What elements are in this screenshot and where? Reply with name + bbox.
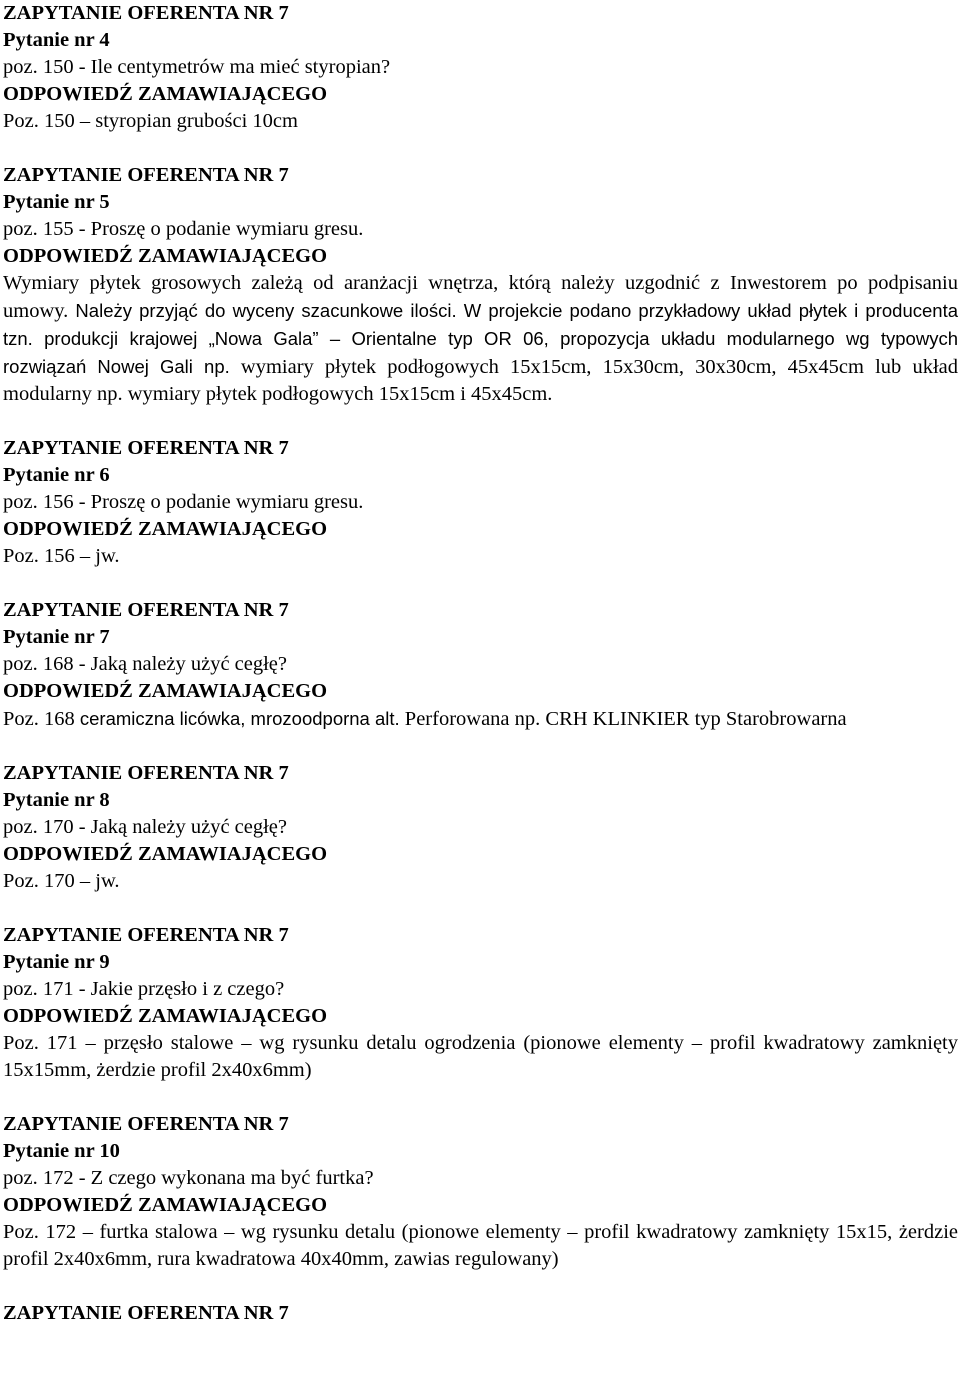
answer-header: ODPOWIEDŹ ZAMAWIAJĄCEGO: [3, 1194, 328, 1216]
question-text: poz. 170 - Jaką należy użyć cegłę?: [3, 816, 288, 838]
qa-section-8: [3, 760, 958, 895]
answer-part: Poz. 168: [3, 708, 75, 730]
answer-part: Perforowana np. CRH KLINKIER typ Starobrowarna: [399, 708, 847, 730]
qa-section-9: [3, 922, 958, 1084]
answer-part: ceramiczna licówka, mrozoodporna alt.: [74, 708, 400, 729]
question-text: poz. 156 - Proszę o podanie wymiaru gresu.: [3, 491, 364, 513]
question-number: Pytanie nr 8: [3, 789, 110, 811]
spacer: [3, 408, 958, 435]
question-number: Pytanie nr 10: [3, 1140, 120, 1162]
answer-paragraph: Poz. 171 – przęsło stalowe – wg rysunku detalu ogrodzenia (pionowe elementy – profil kwadratowy zamknięty 15x15mm, żerdzie profil 2x40x6mm): [3, 1032, 958, 1081]
answer-text: Poz. 156 – jw.: [3, 545, 120, 567]
answer-header: ODPOWIEDŹ ZAMAWIAJĄCEGO: [3, 518, 328, 540]
answer-text: Poz. 170 – jw.: [3, 870, 120, 892]
question-text: poz. 171 - Jakie przęsło i z czego?: [3, 978, 285, 1000]
section-header: ZAPYTANIE OFERENTA NR 7: [3, 762, 289, 784]
section-header: ZAPYTANIE OFERENTA NR 7: [3, 2, 289, 24]
question-number: Pytanie nr 4: [3, 29, 110, 51]
qa-section-10: [3, 1111, 958, 1273]
qa-section-6: [3, 435, 958, 570]
qa-section-7: [3, 597, 958, 733]
answer-header: ODPOWIEDŹ ZAMAWIAJĄCEGO: [3, 843, 328, 865]
question-number: Pytanie nr 9: [3, 951, 110, 973]
answer-part: Wymiary płytek grosowych zależą od aranżacji wnętrza, którą należy uzgodnić z Inwestorem po podpisaniu umowy.: [3, 272, 958, 322]
question-text: poz. 168 - Jaką należy użyć cegłę?: [3, 653, 288, 675]
spacer: [3, 895, 958, 922]
question-text: poz. 150 - Ile centymetrów ma mieć styropian?: [3, 56, 391, 78]
question-text: poz. 172 - Z czego wykonana ma być furtka?: [3, 1167, 374, 1189]
spacer: [3, 733, 958, 760]
section-header: ZAPYTANIE OFERENTA NR 7: [3, 437, 289, 459]
spacer: [3, 1273, 958, 1300]
spacer: [3, 1084, 958, 1111]
qa-section-4: [3, 0, 958, 135]
answer-part: wymiary płytek podłogowych 15x15cm, 15x30cm, 30x30cm, 45x45cm lub układ modularny np. wymiary płytek podłogowych 15x15cm i 45x45cm.: [3, 356, 958, 405]
question-number: Pytanie nr 6: [3, 464, 110, 486]
answer-header: ODPOWIEDŹ ZAMAWIAJĄCEGO: [3, 1005, 328, 1027]
question-number: Pytanie nr 5: [3, 191, 110, 213]
answer-part: produkcji krajowej „Nowa Gala” – Orientalne typ OR 06, propozycja układu modularnego wg typowych rozwiązań Nowej Gali np.: [3, 328, 958, 377]
answer-paragraph: [3, 705, 958, 733]
answer-text: Poz. 150 – styropian grubości 10cm: [3, 110, 298, 132]
answer-header: ODPOWIEDŹ ZAMAWIAJĄCEGO: [3, 680, 328, 702]
section-header: ZAPYTANIE OFERENTA NR 7: [3, 164, 289, 186]
qa-section-5: [3, 162, 958, 408]
section-header: ZAPYTANIE OFERENTA NR 7: [3, 924, 289, 946]
answer-paragraph: Poz. 172 – furtka stalowa – wg rysunku detalu (pionowe elementy – profil kwadratowy zamknięty 15x15, żerdzie profil 2x40x6mm, rura kwadratowa 40x40mm, zawias regulowany): [3, 1221, 958, 1270]
section-header-trailing: ZAPYTANIE OFERENTA NR 7: [3, 1302, 289, 1324]
document-page: [3, 0, 958, 1327]
answer-part: Należy przyjąć do wyceny szacunkowe ilości.: [68, 300, 457, 321]
answer-part: W projekcie podano przykładowy układ płytek i producenta tzn.: [3, 300, 958, 349]
section-header: ZAPYTANIE OFERENTA NR 7: [3, 599, 289, 621]
spacer: [3, 570, 958, 597]
section-header: ZAPYTANIE OFERENTA NR 7: [3, 1113, 289, 1135]
question-number: Pytanie nr 7: [3, 626, 110, 648]
answer-header: ODPOWIEDŹ ZAMAWIAJĄCEGO: [3, 83, 328, 105]
answer-paragraph: [3, 270, 958, 408]
answer-header: ODPOWIEDŹ ZAMAWIAJĄCEGO: [3, 245, 328, 267]
question-text: poz. 155 - Proszę o podanie wymiaru gresu.: [3, 218, 364, 240]
spacer: [3, 135, 958, 162]
